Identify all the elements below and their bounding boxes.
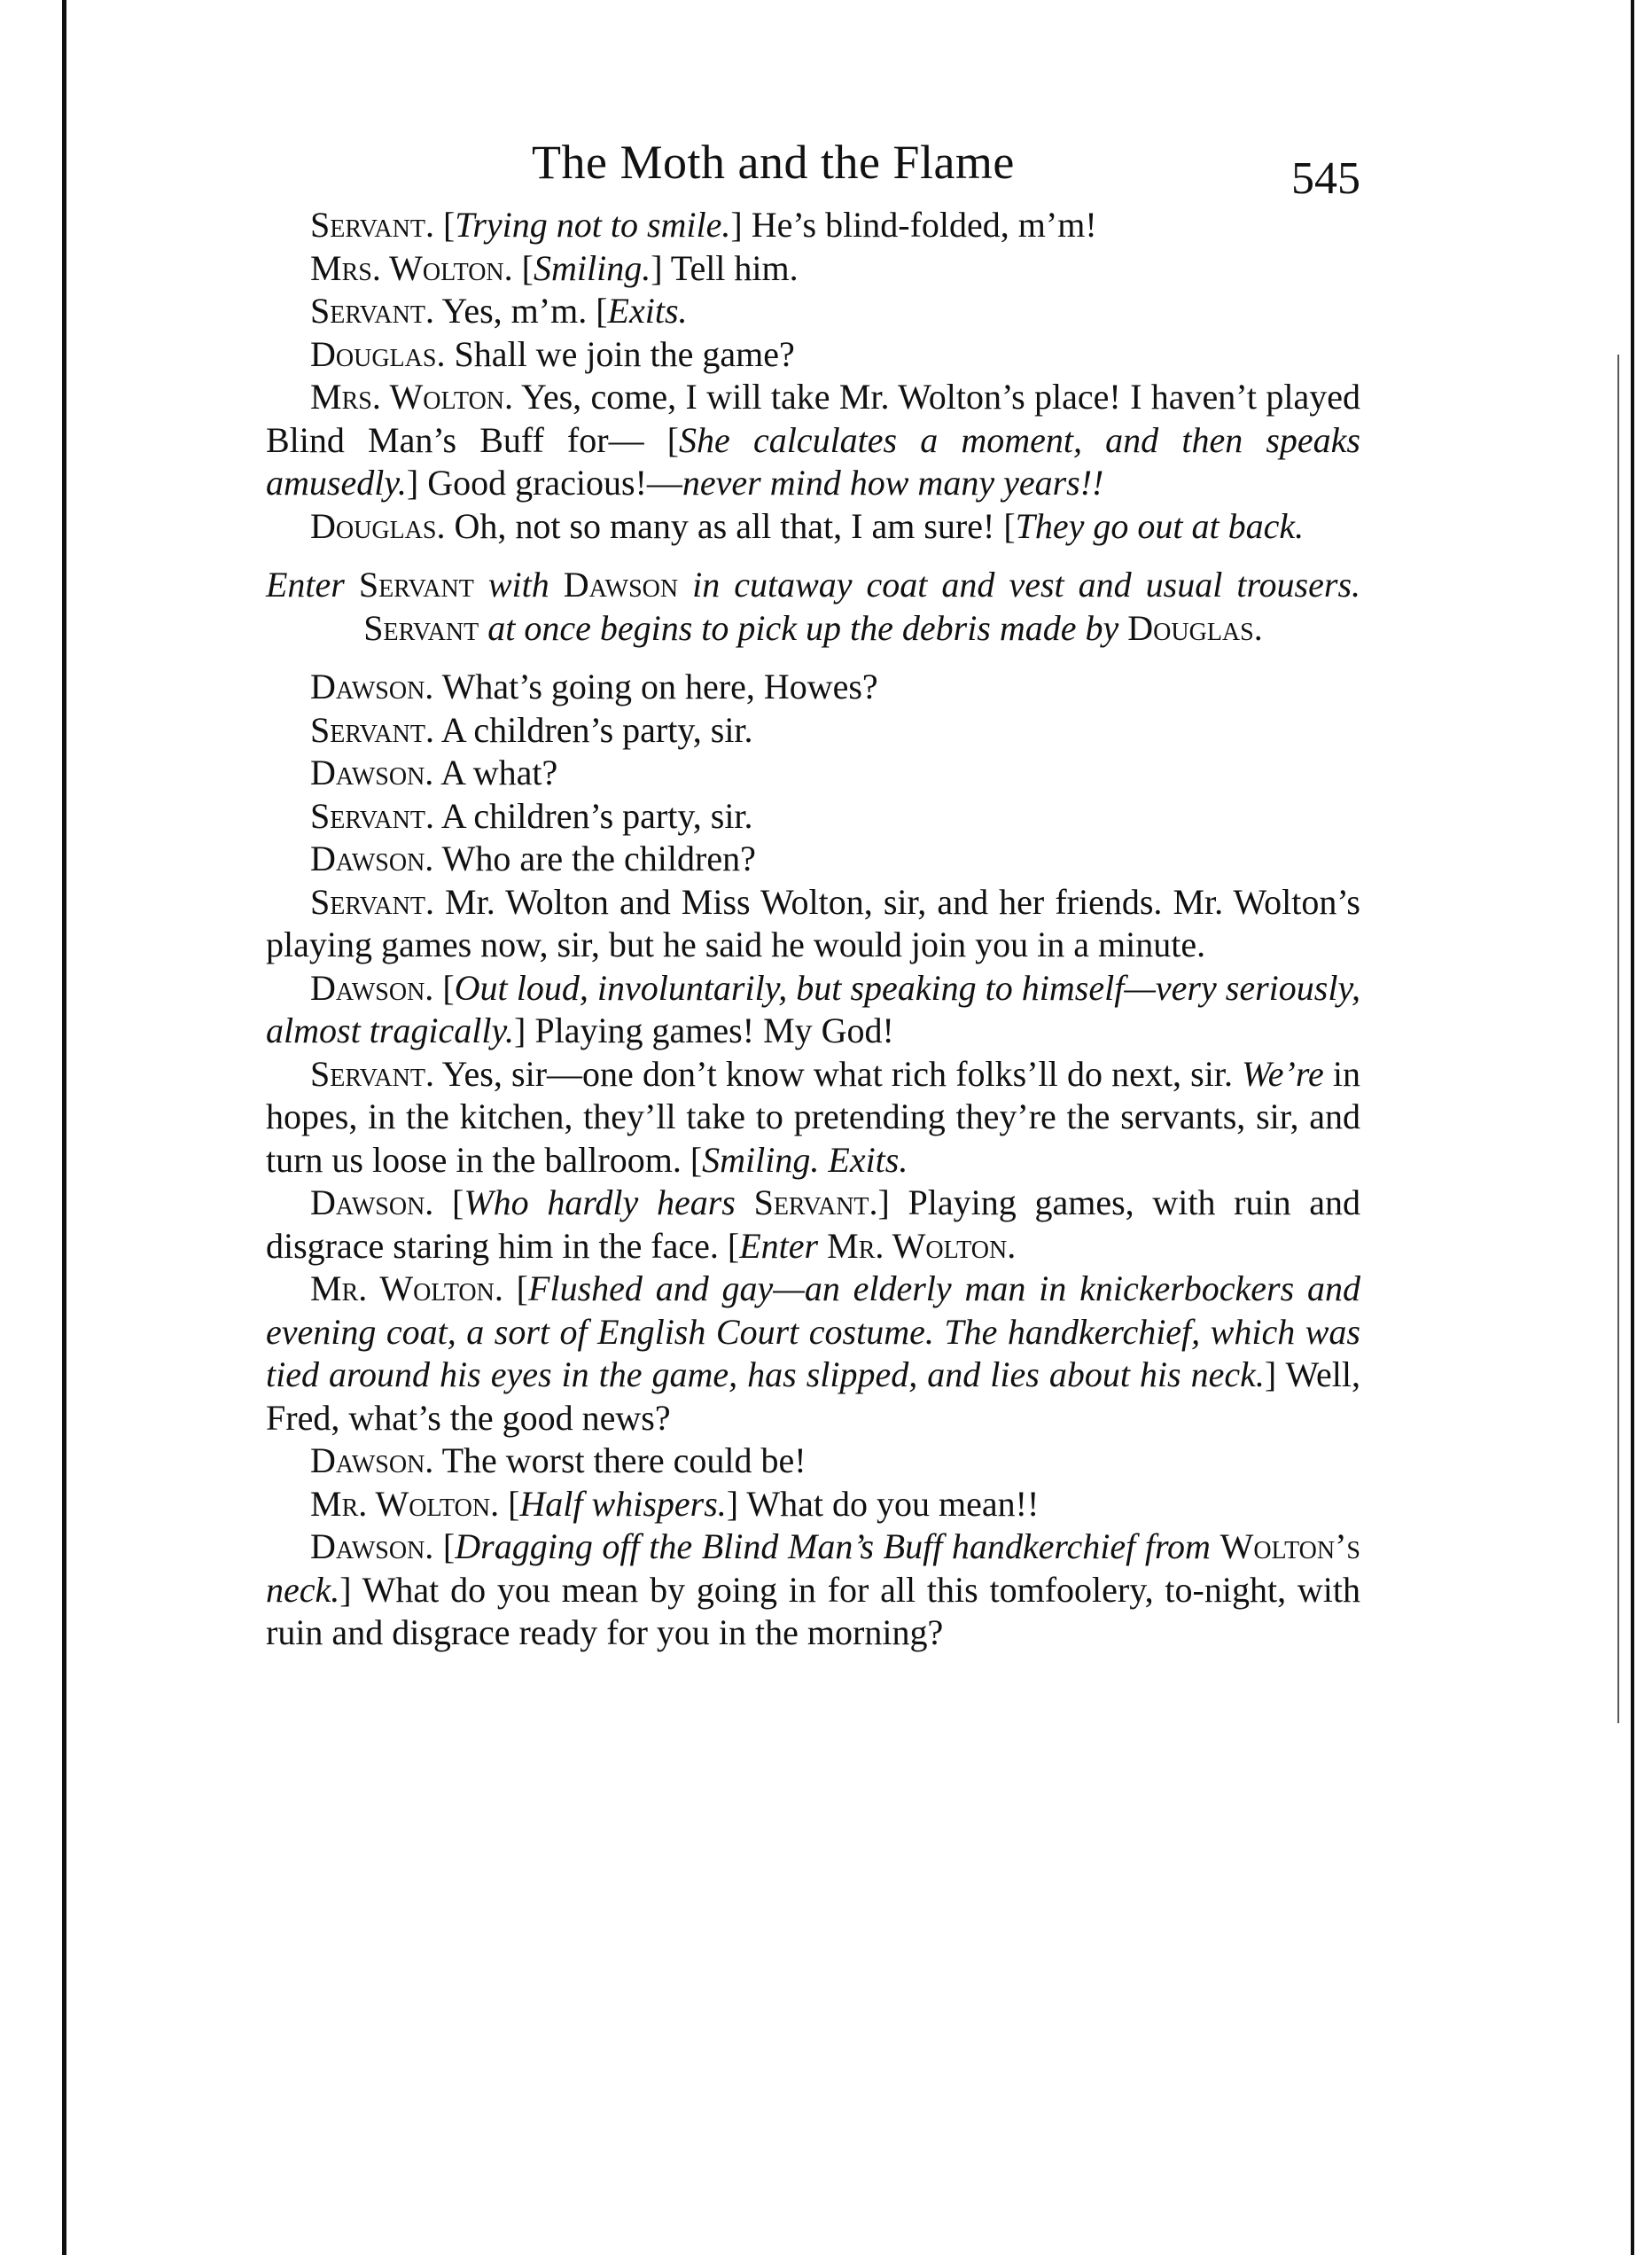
speech: Dawson. [Out loud, involuntarily, but speaking to himself—very seriously, almost tragically.] Playing games! My God! xyxy=(266,967,1360,1050)
speech: Servant. Yes, m’m. [Exits. xyxy=(310,291,688,331)
play-text xyxy=(266,204,1360,1655)
speech: Dawson. [Dragging off the Blind Man’s Buff handkerchief from Wolton’s neck.] What do you mean by going in for all this tomfoolery, to-night, with ruin and disgrace ready for you in the morning? xyxy=(266,1526,1361,1652)
right-edge-rule xyxy=(1631,0,1634,2255)
speaker: Douglas. xyxy=(310,333,446,374)
speaker: Mr. Wolton. xyxy=(310,1268,503,1308)
stage-direction: She calculates a moment, and then speaks amusedly. xyxy=(266,419,1360,503)
running-header xyxy=(266,133,1360,204)
speech: Douglas. Shall we join the game? xyxy=(310,333,795,374)
speech: Servant. [Trying not to smile.] He’s blind-folded, m’m! xyxy=(310,205,1097,245)
speech: Servant. A children’s party, sir. xyxy=(310,709,753,750)
spacer xyxy=(266,650,1360,666)
speech: Dawson. [Who hardly hears Servant.] Playing games, with ruin and disgrace staring him in the face. [Enter Mr. Wolton. xyxy=(266,1182,1361,1266)
stage-direction: Dragging off the Blind Man’s Buff handkerchief from xyxy=(455,1526,1211,1566)
speech: Servant. Mr. Wolton and Miss Wolton, sir, and her friends. Mr. Wolton’s playing games now, sir, but he said he would join you in a minute. xyxy=(266,881,1360,964)
speaker: Dawson. xyxy=(310,1526,434,1566)
speaker: Mrs. Wolton. xyxy=(310,247,513,288)
speech: Servant. Yes, sir—one don’t know what rich folks’ll do next, sir. We’re in hopes, in the kitchen, they’ll take to pretending they’re the servants, sir, and turn us loose in the ballroom. [Smiling. Exits. xyxy=(266,1053,1361,1180)
speech: Servant. A children’s party, sir. xyxy=(310,795,753,836)
running-title: The Moth and the Flame xyxy=(532,136,1015,189)
speaker: Servant. xyxy=(310,795,434,836)
speech: Mrs. Wolton. [Smiling.] Tell him. xyxy=(310,247,799,288)
page-number: 545 xyxy=(1291,153,1360,204)
right-edge-rule-inner xyxy=(1617,355,1619,1723)
speaker: Servant. xyxy=(310,881,434,922)
speech: Dawson. Who are the children? xyxy=(310,839,756,878)
stage-direction-block: Enter Servant with Dawson in cutaway coat and vest and usual trousers. Servant at once begins to pick up the debris made by Douglas. xyxy=(266,565,1361,648)
speech: Mr. Wolton. [Half whispers.] What do you mean!! xyxy=(310,1483,1040,1524)
speaker: Dawson. xyxy=(310,1440,434,1480)
stage-direction: never mind how many years!! xyxy=(682,463,1104,503)
speaker: Mrs. Wolton. xyxy=(310,377,514,417)
speaker: Dawson. xyxy=(310,753,434,792)
speech: Mrs. Wolton. Yes, come, I will take Mr. Wolton’s place! I haven’t played Blind Man’s Buff for— [She calculates a moment, and then speaks amusedly.] Good gracious!—never mind how many years!! xyxy=(266,377,1361,503)
speech: Dawson. What’s going on here, Howes? xyxy=(310,667,878,706)
left-binding-rule xyxy=(62,0,66,2255)
stage-direction: Who hardly hears xyxy=(464,1182,736,1222)
stage-direction: Out loud, involuntarily, but speaking to himself—very seriously, almost tragically. xyxy=(266,967,1360,1050)
speech: Douglas. Oh, not so many as all that, I am sure! [They go out at back. xyxy=(310,505,1305,546)
spacer xyxy=(266,548,1360,564)
speaker: Servant. xyxy=(310,1053,434,1094)
speech: Mr. Wolton. [Flushed and gay—an elderly man in knickerbockers and evening coat, a sort of English Court costume. The handkerchief, which was tied around his eyes in the game, has slipped, and lies about his neck.] Well, Fred, what’s the good news? xyxy=(266,1268,1361,1438)
speaker: Dawson. xyxy=(310,1182,434,1222)
stage-direction: Half whispers. xyxy=(519,1483,727,1524)
stage-direction: Flushed and gay—an elderly man in knickerbockers and evening coat, a sort of English Court costume. The handkerchief, which was tied around his eyes in the game, has slipped, and lies about his neck. xyxy=(266,1268,1360,1394)
book-page xyxy=(266,133,1360,1655)
speech: Dawson. The worst there could be! xyxy=(310,1440,807,1480)
speaker: Servant. xyxy=(310,709,434,750)
speaker: Mr. Wolton. xyxy=(310,1483,500,1524)
stage-direction: They go out at back. xyxy=(1015,505,1305,546)
speech: Dawson. A what? xyxy=(310,753,558,792)
speaker: Douglas. xyxy=(310,505,446,546)
speaker: Servant. xyxy=(310,205,434,245)
stage-direction: Trying not to smile. xyxy=(455,205,731,245)
dialogue-block xyxy=(266,666,1360,1655)
stage-direction: Smiling. Exits. xyxy=(702,1139,908,1180)
speaker: Servant. xyxy=(310,291,434,331)
speaker: Dawson. xyxy=(310,839,434,878)
speaker: Dawson. xyxy=(310,667,434,706)
speaker: Dawson. xyxy=(310,967,434,1008)
stage-direction: Exits. xyxy=(607,291,688,331)
stage-direction: Smiling. xyxy=(533,247,651,288)
